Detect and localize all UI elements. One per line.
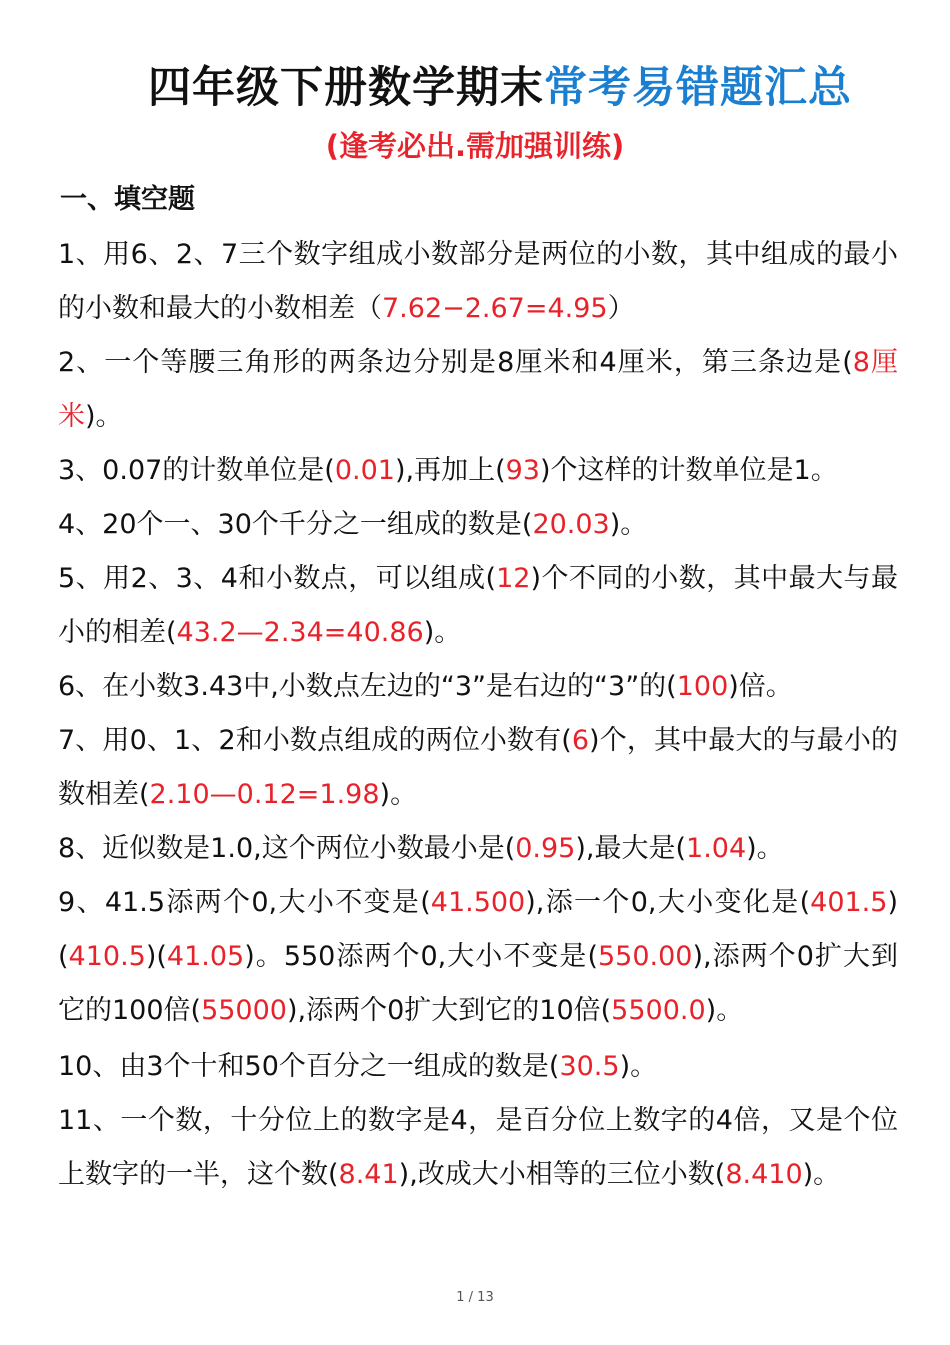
answer: 550.00 [597,941,693,972]
answer: 20.03 [532,509,610,540]
answer: 100 [676,671,729,702]
answer: 7.62−2.67=4.95 [382,293,608,324]
answer: 1.04 [686,833,747,864]
question-2: 2、一个等腰三角形的两条边分别是8厘米和4厘米，第三条边是(8厘米)。 [58,347,898,432]
answer: 6 [571,725,590,756]
page-title [0,58,950,118]
question-11: 11、一个数，十分位上的数字是4，是百分位上数字的4倍，又是个位上数字的一半，这个数(8.41),改成大小相等的三位小数(8.410)。 [58,1105,898,1190]
answer: 41.05 [166,941,245,972]
answer: 8.410 [725,1159,803,1190]
question-7: 7、用0、1、2和小数点组成的两位小数有(6)个，其中最大的与最小的数相差(2.10—0.12=1.98)。 [58,725,898,810]
answer: 410.5 [68,941,146,972]
answer: 12 [496,563,531,594]
page-number: 1 / 13 [456,1290,494,1305]
question-5: 5、用2、3、4和小数点，可以组成(12)个不同的小数，其中最大与最小的相差(43.2—2.34=40.86)。 [58,563,898,648]
answer: 93 [505,455,540,486]
question-6: 6、在小数3.43中,小数点左边的“3”是右边的“3”的(100)倍。 [58,671,793,702]
answer: 8.41 [338,1159,399,1190]
answer: 8厘米 [58,347,898,432]
answer: 43.2—2.34=40.86 [176,617,424,648]
section-heading: 一、填空题 [60,184,195,215]
answer: 2.10—0.12=1.98 [149,779,380,810]
answer: 5500.0 [611,995,706,1026]
question-8: 8、近似数是1.0,这个两位小数最小是(0.95),最大是(1.04)。 [58,833,784,864]
answer: 41.500 [430,887,526,918]
question-1: 1、用6、2、7三个数字组成小数部分是两位的小数，其中组成的最小的小数和最大的小数相差（7.62−2.67=4.95） [58,239,898,324]
answer: 0.01 [334,455,395,486]
title-part-black: 四年级下册数学期末 [148,63,544,113]
question-4: 4、20个一、30个千分之一组成的数是(20.03)。 [58,509,648,540]
question-9: 9、41.5添两个0,大小不变是(41.500),添一个0,大小变化是(401.5)(410.5)(41.05)。550添两个0,大小不变是(550.00),添两个0扩大到它的100倍(55000),添两个0扩大到它的10倍(5500.0)。 [58,887,898,1026]
answer: 0.95 [515,833,576,864]
answer: 30.5 [559,1051,620,1082]
answer: 55000 [201,995,287,1026]
page-subtitle: (逢考必出.需加强训练) [325,129,625,163]
question-3: 3、0.07的计数单位是(0.01),再加上(93)个这样的计数单位是1。 [58,455,838,486]
answer: 401.5 [810,887,888,918]
title-part-blue: 常考易错题汇总 [544,63,852,113]
question-10: 10、由3个十和50个百分之一组成的数是(30.5)。 [58,1051,658,1082]
